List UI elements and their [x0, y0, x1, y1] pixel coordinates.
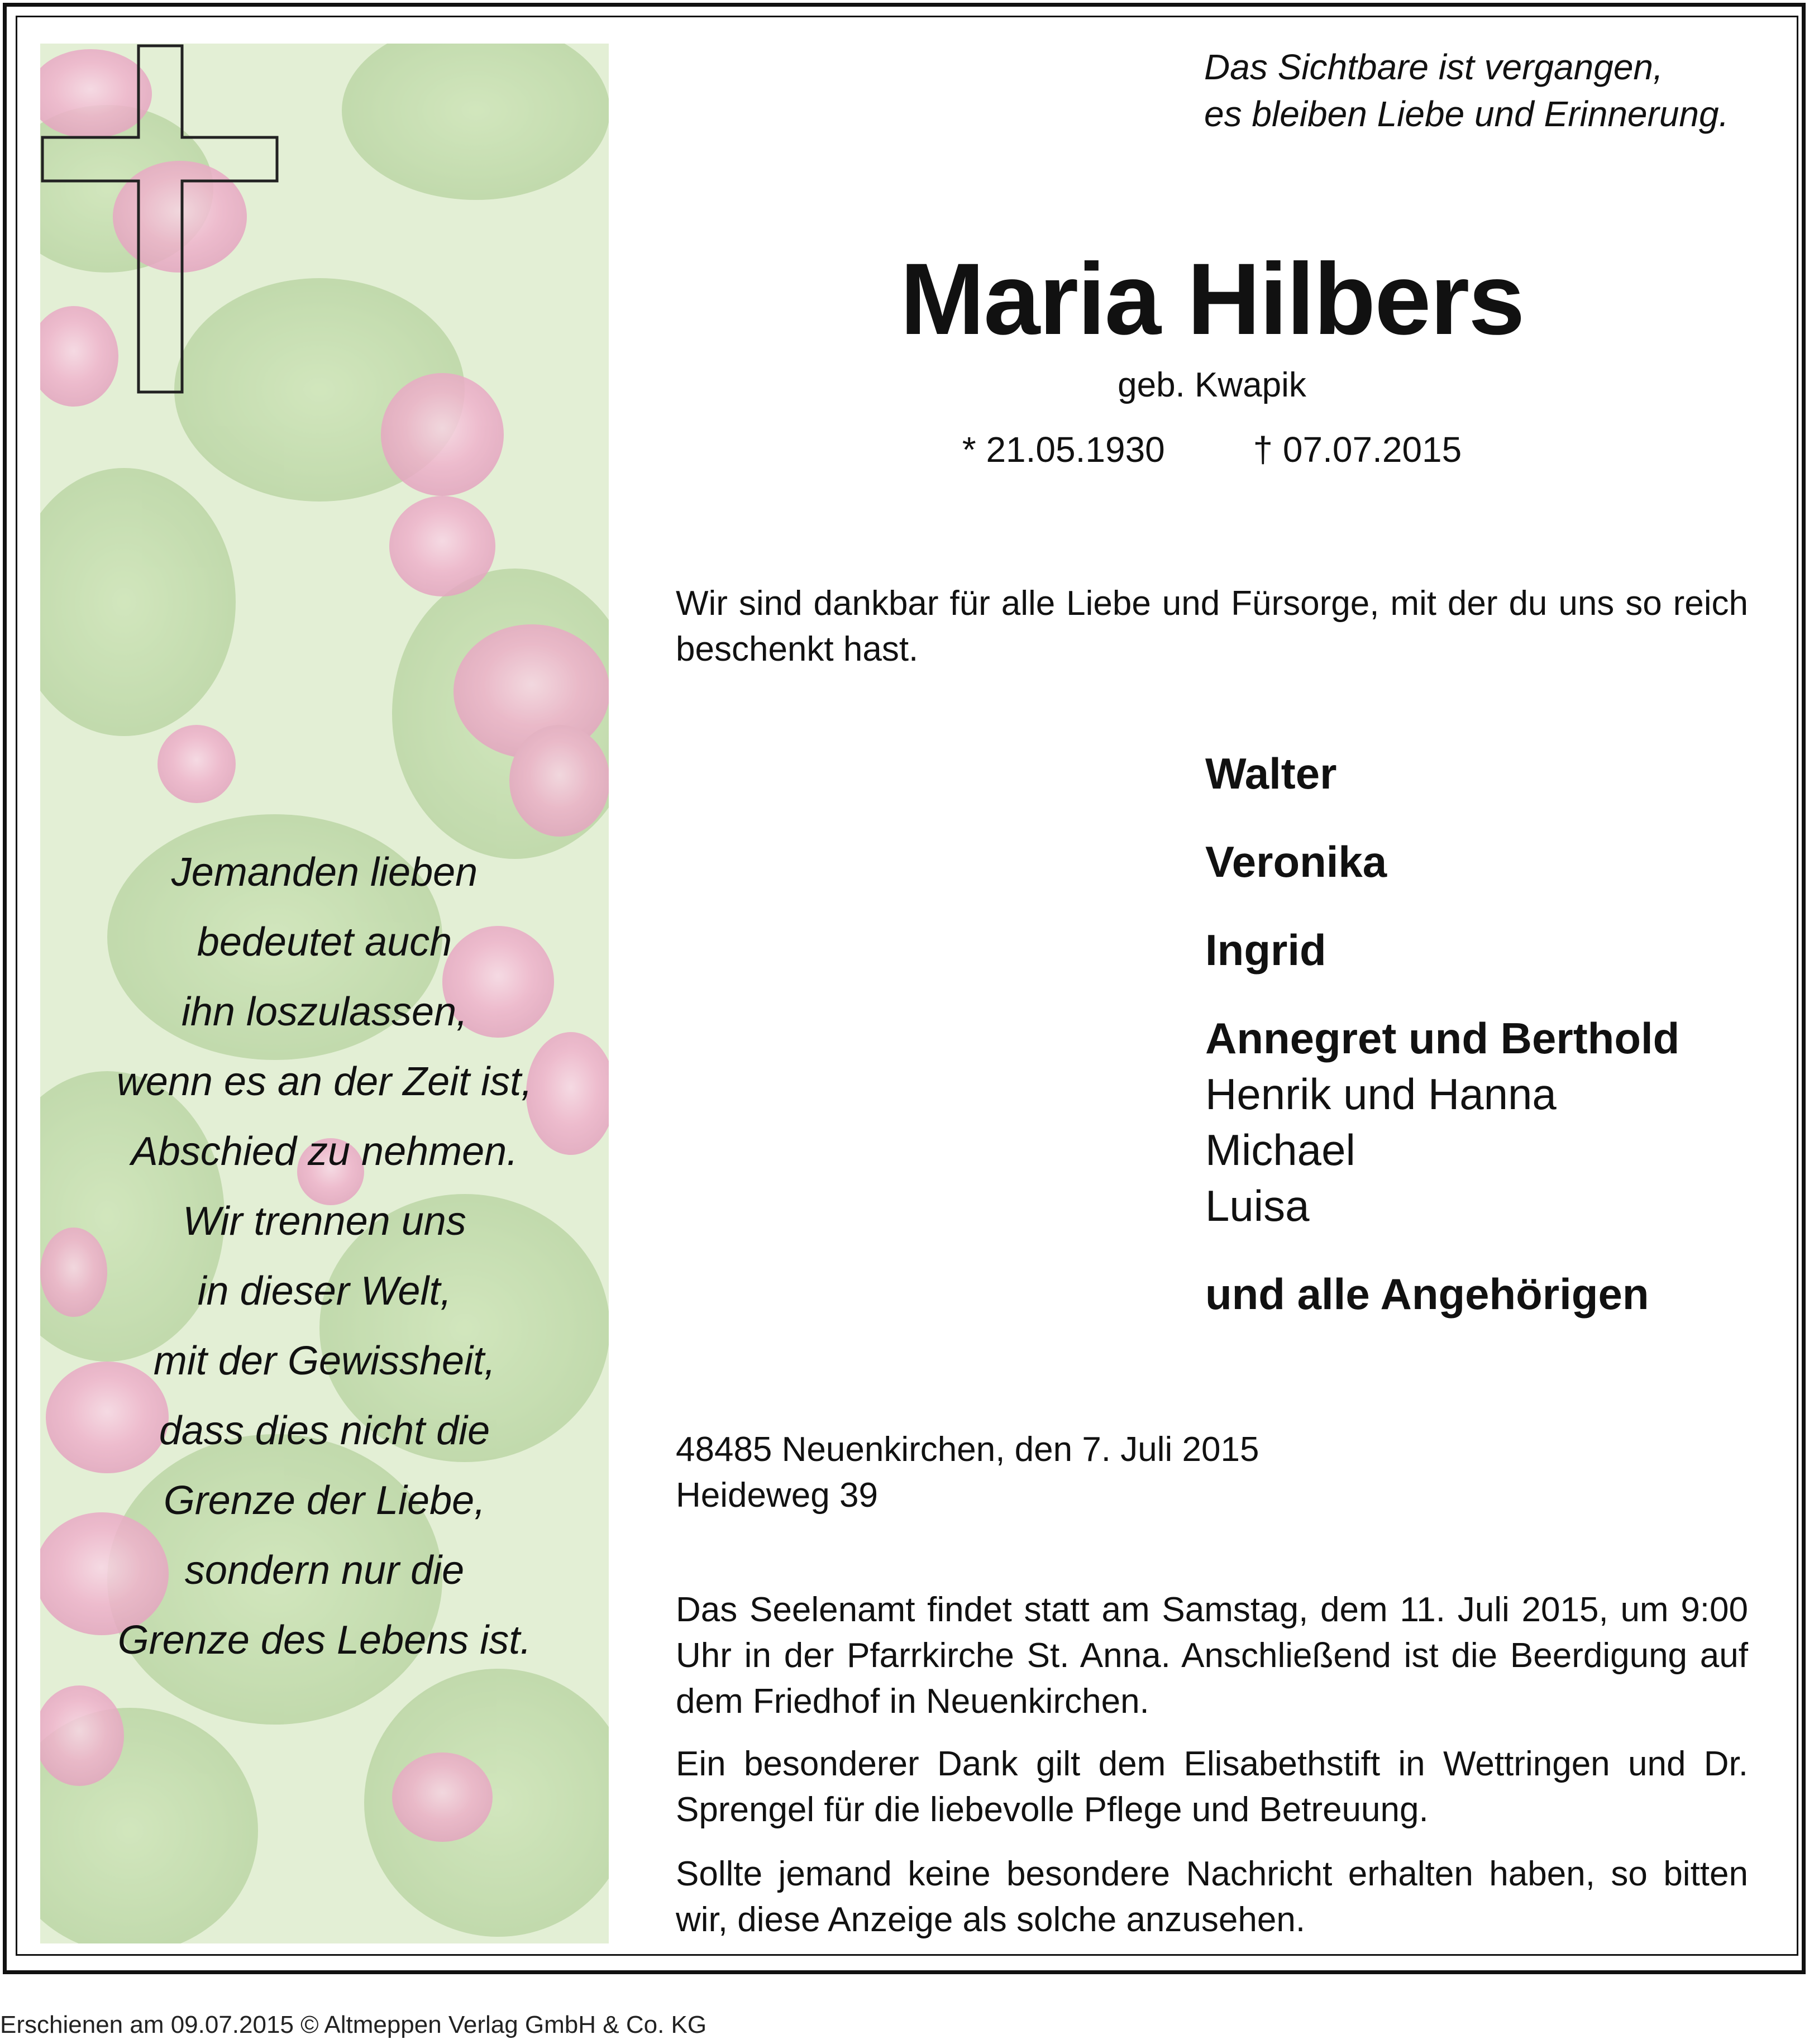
memorial-quote — [1204, 44, 1729, 137]
poem-line: Grenze des Lebens ist. — [117, 1618, 532, 1663]
family-member: Luisa — [1205, 1181, 1310, 1230]
address-line-1: 48485 Neuenkirchen, den 7. Juli 2015 — [676, 1430, 1259, 1469]
address-block — [676, 1427, 1259, 1518]
deceased-name: Maria Hilbers — [900, 242, 1524, 356]
birth-name: geb. Kwapik — [1118, 366, 1306, 404]
poem-line: mit der Gewissheit, — [153, 1339, 496, 1383]
poem-line: Wir trennen uns — [183, 1199, 466, 1244]
family-member: Walter — [1205, 749, 1337, 798]
quote-line-1: Das Sichtbare ist vergangen, — [1204, 47, 1663, 87]
family-member: Michael — [1205, 1125, 1355, 1174]
christian-cross-icon — [40, 44, 280, 395]
quote-line-2: es bleiben Liebe und Erinnerung. — [1204, 94, 1729, 134]
poem-line: Grenze der Liebe, — [163, 1478, 486, 1523]
family-member: Veronika — [1205, 837, 1387, 886]
family-member: Henrik und Hanna — [1205, 1069, 1557, 1119]
publication-footer: Erschienen am 09.07.2015 © Altmeppen Verlag GmbH & Co. KG — [0, 2011, 707, 2038]
funeral-notice: Das Seelenamt findet statt am Samstag, dem 11. Juli 2015, um 9:00 Uhr in der Pfarrkirche St. Anna. Anschließend ist die Beerdigung auf dem Friedhof in Neuenkirchen. — [676, 1591, 1748, 1721]
life-dates — [642, 426, 1782, 473]
thanks-text: Wir sind dankbar für alle Liebe und Fürsorge, mit der du uns so reich beschenkt hast. — [676, 584, 1748, 668]
poem — [40, 838, 609, 1675]
poem-line: ihn loszulassen, — [181, 990, 468, 1034]
poem-line: wenn es an der Zeit ist, — [116, 1059, 533, 1104]
poem-line: Abschied zu nehmen. — [131, 1129, 518, 1174]
family-member: Ingrid — [1205, 925, 1326, 975]
poem-line: bedeutet auch — [197, 920, 452, 964]
relatives-line: und alle Angehörigen — [1205, 1269, 1649, 1319]
special-thanks: Ein besonderer Dank gilt dem Elisabethstift in Wettringen und Dr. Sprengel für die liebevolle Pflege und Betreuung. — [676, 1745, 1748, 1829]
poem-line: in dieser Welt, — [197, 1269, 452, 1314]
family-list — [1205, 746, 1679, 1322]
poem-line: sondern nur die — [184, 1548, 465, 1593]
birth-date: * 21.05.1930 — [962, 429, 1165, 470]
poem-line: dass dies nicht die — [159, 1408, 490, 1453]
poem-line: Jemanden lieben — [171, 850, 478, 895]
address-line-2: Heideweg 39 — [676, 1476, 878, 1515]
family-member: Annegret und Berthold — [1205, 1014, 1680, 1063]
notification-notice: Sollte jemand keine besondere Nachricht erhalten haben, so bitten wir, diese Anzeige als solche anzusehen. — [676, 1855, 1748, 1939]
death-date: † 07.07.2015 — [1253, 429, 1462, 470]
